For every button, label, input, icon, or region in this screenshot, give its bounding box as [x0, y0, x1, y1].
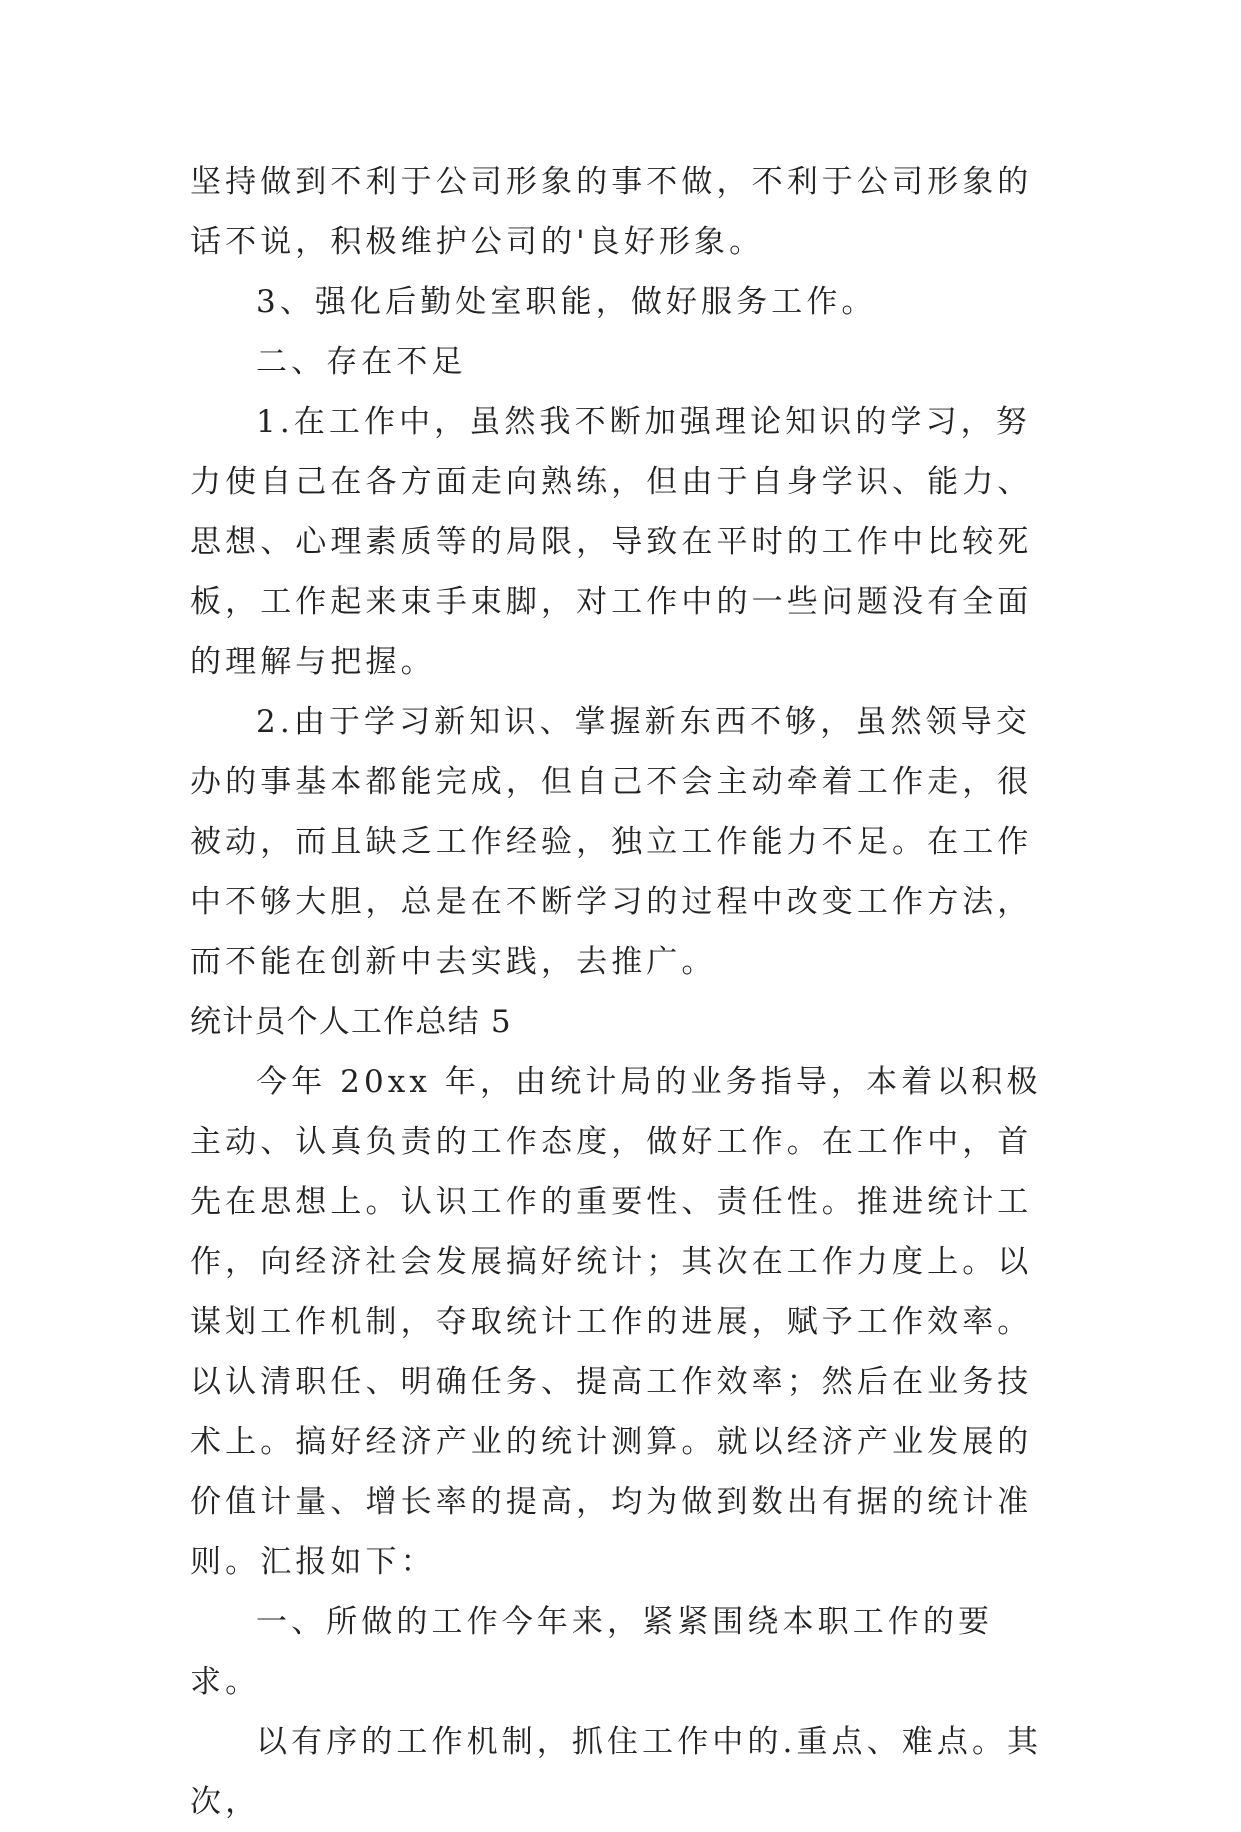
section-heading-work-done: 一、所做的工作今年来，紧紧围绕本职工作的要求。	[190, 1604, 994, 1700]
paragraph-continued: 坚持做到不利于公司形象的事不做，不利于公司形象的话不说，积极维护公司的'良好形象。	[190, 164, 1033, 260]
document-body	[190, 152, 1050, 1832]
article-title: 统计员个人工作总结 5	[190, 1004, 512, 1040]
paragraph-work-mechanism: 以有序的工作机制，抓住工作中的.重点、难点。其次，	[190, 1724, 1043, 1820]
paragraph-item-3: 3、强化后勤处室职能，做好服务工作。	[256, 284, 877, 320]
paragraph-shortcoming-1: 1.在工作中，虽然我不断加强理论知识的学习，努力使自己在各方面走向熟练，但由于自身学识、能力、思想、心理素质等的局限，导致在平时的工作中比较死板，工作起来束手束脚，对工作中的一些问题没有全面的理解与把握。	[190, 404, 1033, 680]
paragraph-intro: 今年 20xx 年，由统计局的业务指导，本着以积极主动、认真负责的工作态度，做好工作。在工作中，首先在思想上。认识工作的重要性、责任性。推进统计工作，向经济社会发展搞好统计；其次在工作力度上。以谋划工作机制，夺取统计工作的进展，赋予工作效率。以认清职任、明确任务、提高工作效率；然后在业务技术上。搞好经济产业的统计测算。就以经济产业发展的价值计量、增长率的提高，均为做到数出有据的统计准则。汇报如下：	[190, 1064, 1042, 1580]
paragraph-shortcoming-2: 2.由于学习新知识、掌握新东西不够，虽然领导交办的事基本都能完成，但自己不会主动牵着工作走，很被动，而且缺乏工作经验，独立工作能力不足。在工作中不够大胆，总是在不断学习的过程中改变工作方法，而不能在创新中去实践，去推广。	[190, 704, 1033, 980]
section-heading-shortcomings: 二、存在不足	[256, 344, 467, 380]
